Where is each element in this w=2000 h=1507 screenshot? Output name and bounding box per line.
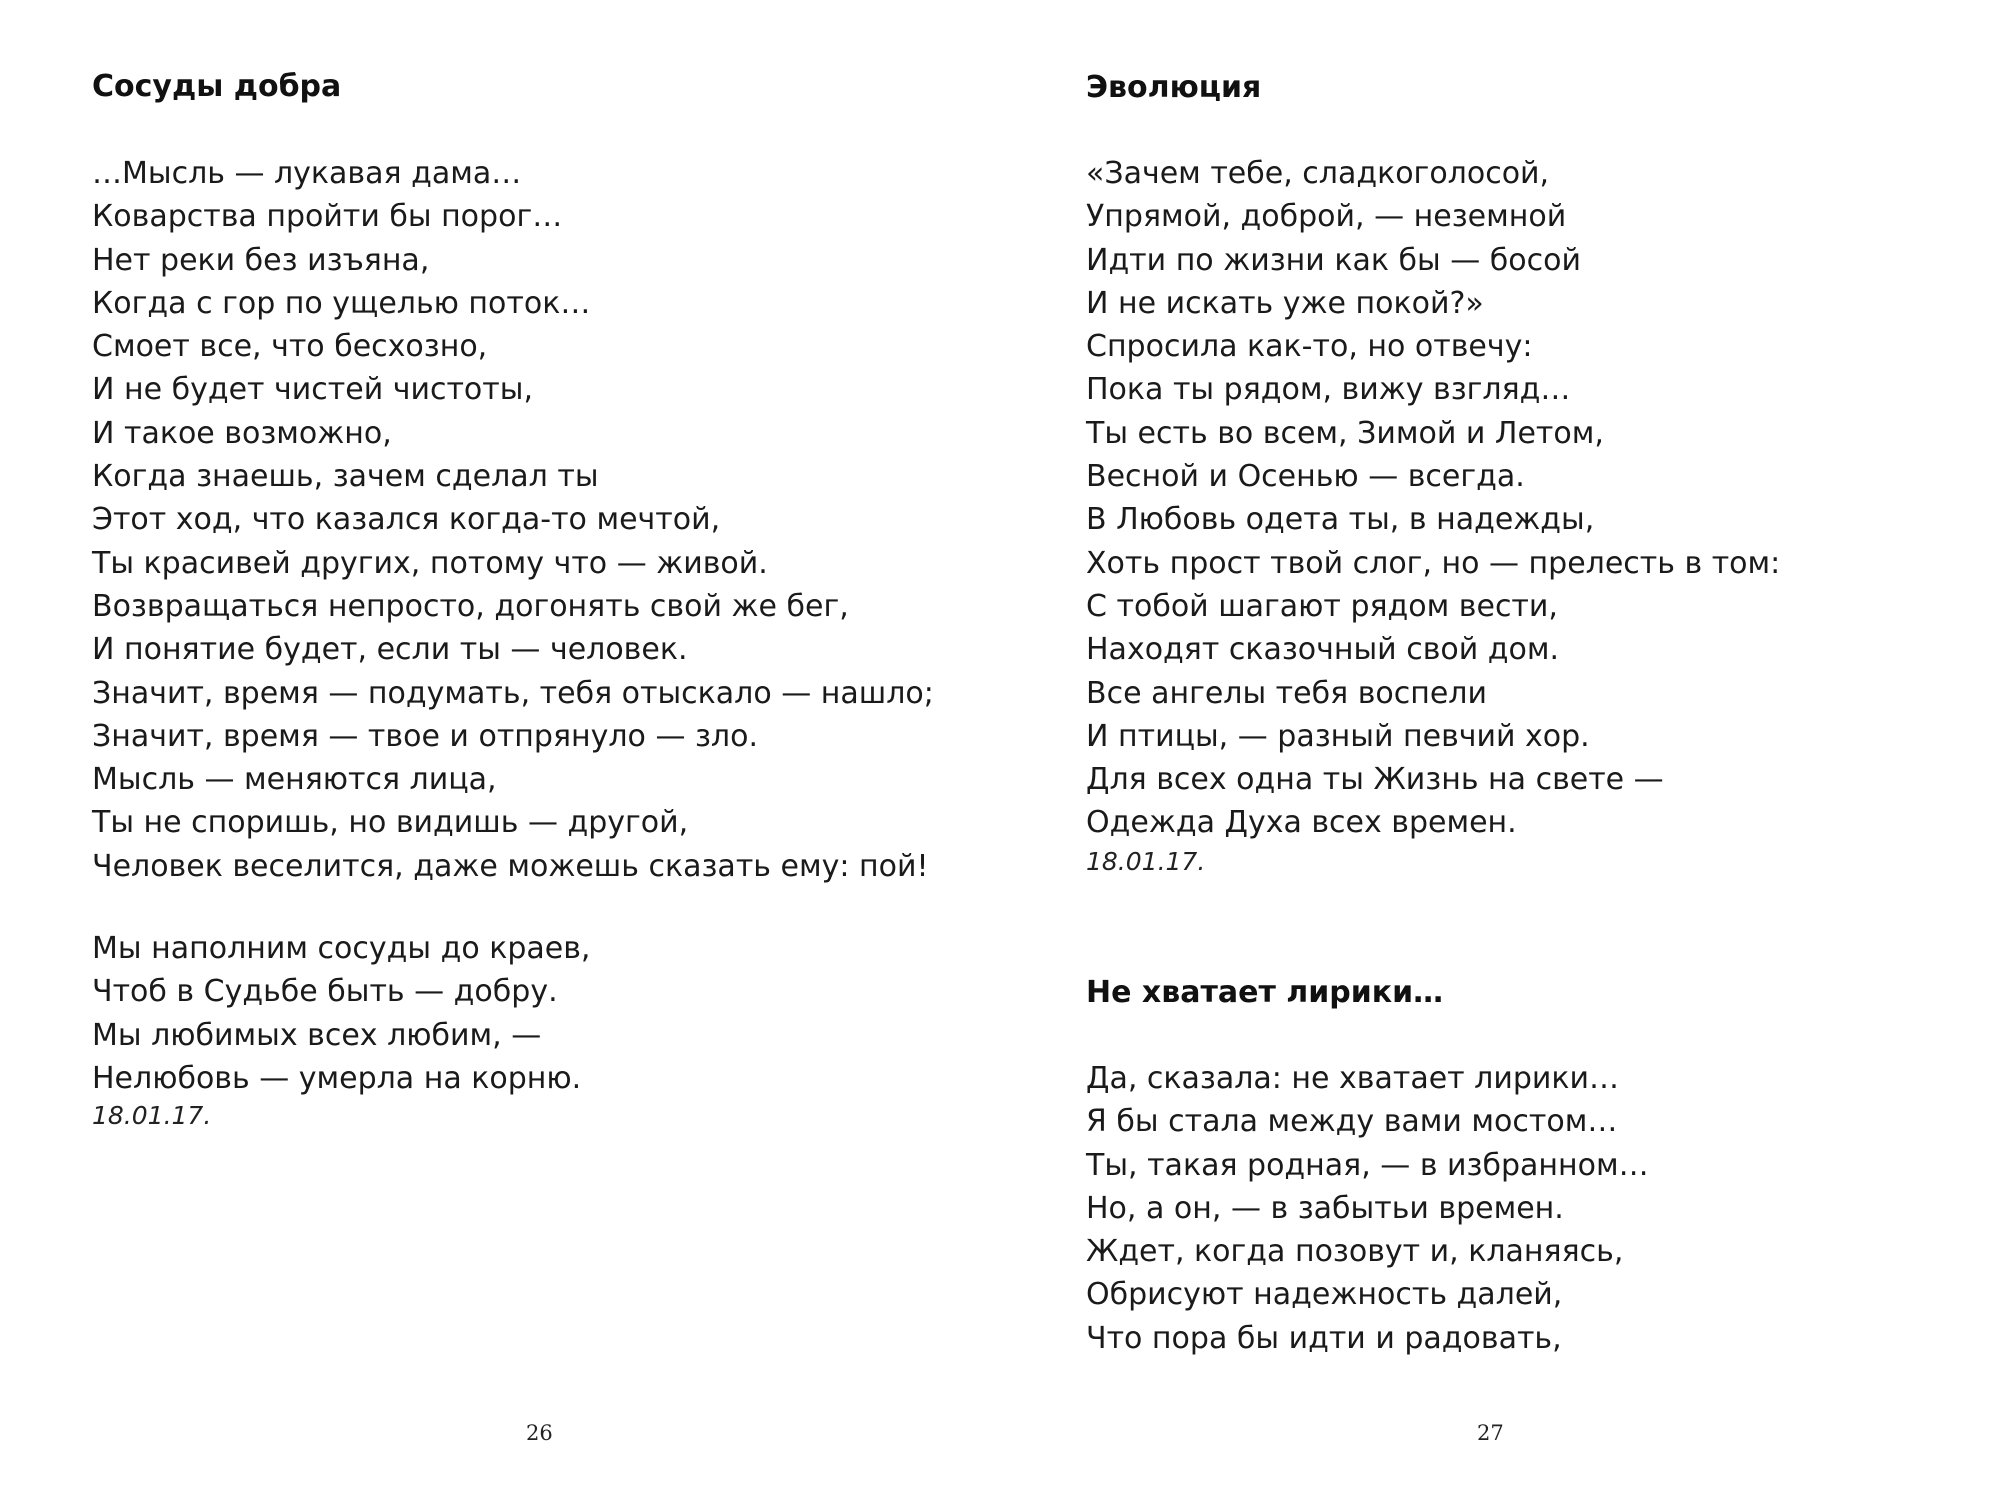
poem-line: С тобой шагают рядом вести, xyxy=(1086,588,1558,624)
poem-line: Спросила как-то, но отвечу: xyxy=(1086,329,1533,365)
poem-line: Когда с гор по ущелью поток… xyxy=(92,285,591,321)
poem-line: И не искать уже покой?» xyxy=(1086,285,1484,321)
poem-line: Все ангелы тебя воспели xyxy=(1086,675,1487,711)
poem-line: В Любовь одета ты, в надежды, xyxy=(1086,502,1595,538)
poem-line: Ты не споришь, но видишь — другой, xyxy=(92,805,689,841)
poem-line: Значит, время — подумать, тебя отыскало — нашло; xyxy=(92,675,934,711)
poem-line: Мы наполним сосуды до краев, xyxy=(92,931,591,966)
poem-line: Смоет все, что бесхозно, xyxy=(92,329,488,365)
page-number-right: 27 xyxy=(1477,1421,1504,1445)
poem-date: 18.01.17. xyxy=(92,1101,212,1130)
poem-line: Я бы стала между вами мостом… xyxy=(1086,1104,1618,1140)
poem-stanza-1 xyxy=(92,152,934,888)
poem-title-sosudy-dobra: Сосуды добра xyxy=(92,69,342,104)
poem-line: Но, а он, — в забытьи времен. xyxy=(1086,1190,1564,1226)
poem-line: «Зачем тебе, сладкоголосой, xyxy=(1086,156,1550,191)
poem-line: Возвращаться непросто, догонять свой же бег, xyxy=(92,588,849,624)
poem-date: 18.01.17. xyxy=(1086,847,1206,876)
poem-line: И такое возможно, xyxy=(92,415,392,451)
poem-line: Весной и Осенью — всегда. xyxy=(1086,459,1525,495)
poem-stanza-2 xyxy=(92,927,590,1100)
poem-line: И птицы, — разный певчий хор. xyxy=(1086,718,1590,754)
poem-line: Да, сказала: не хватает лирики… xyxy=(1086,1061,1620,1096)
poem-line: Что пора бы идти и радовать, xyxy=(1086,1320,1562,1356)
poem-line: Обрисуют надежность далей, xyxy=(1086,1277,1563,1313)
poem-line: Этот ход, что казался когда-то мечтой, xyxy=(92,502,721,538)
poem-line: Чтоб в Судьбе быть — добру. xyxy=(92,974,558,1010)
poem-line: И не будет чистей чистоты, xyxy=(92,372,533,408)
poem-line: И понятие будет, если ты — человек. xyxy=(92,632,688,668)
poem-line: Идти по жизни как бы — босой xyxy=(1086,242,1581,278)
poem-line: Коварства пройти бы порог… xyxy=(92,199,563,235)
poem-line: Значит, время — твое и отпрянуло — зло. xyxy=(92,718,758,754)
poem-line: Нет реки без изъяна, xyxy=(92,242,430,278)
poem-line: Для всех одна ты Жизнь на свете — xyxy=(1086,762,1664,798)
poem-evolyutsiya-text xyxy=(1086,152,1780,845)
poem-line: Находят сказочный свой дом. xyxy=(1086,632,1560,668)
poem-line: Хоть прост твой слог, но — прелесть в том: xyxy=(1086,545,1781,581)
poem-line: Ты красивей других, потому что — живой. xyxy=(92,545,768,581)
poem-line: Мы любимых всех любим, — xyxy=(92,1017,542,1053)
poem-line: Когда знаешь, зачем сделал ты xyxy=(92,459,599,495)
poem-line: Человек веселится, даже можешь сказать ему: пой! xyxy=(92,848,929,884)
poem-title-ne-khvataet-liriki: Не хватает лирики… xyxy=(1086,975,1444,1010)
poem-title-evolyutsiya: Эволюция xyxy=(1086,70,1262,105)
poem-line: Нелюбовь — умерла на корню. xyxy=(92,1060,582,1096)
poem-line: Пока ты рядом, вижу взгляд… xyxy=(1086,372,1571,408)
poem-line: …Мысль — лукавая дама… xyxy=(92,156,522,191)
right-page xyxy=(1000,0,2000,1507)
poem-line: Упрямой, доброй, — неземной xyxy=(1086,199,1567,235)
page-number-left: 26 xyxy=(526,1421,553,1445)
poem-line: Ты есть во всем, Зимой и Летом, xyxy=(1086,415,1604,451)
poem-ne-khvataet-liriki-text xyxy=(1086,1057,1649,1360)
poem-line: Одежда Духа всех времен. xyxy=(1086,805,1517,841)
poem-line: Мысль — меняются лица, xyxy=(92,762,497,798)
poem-line: Ты, такая родная, — в избранном… xyxy=(1086,1147,1649,1183)
poem-line: Ждет, когда позовут и, кланяясь, xyxy=(1086,1234,1624,1270)
